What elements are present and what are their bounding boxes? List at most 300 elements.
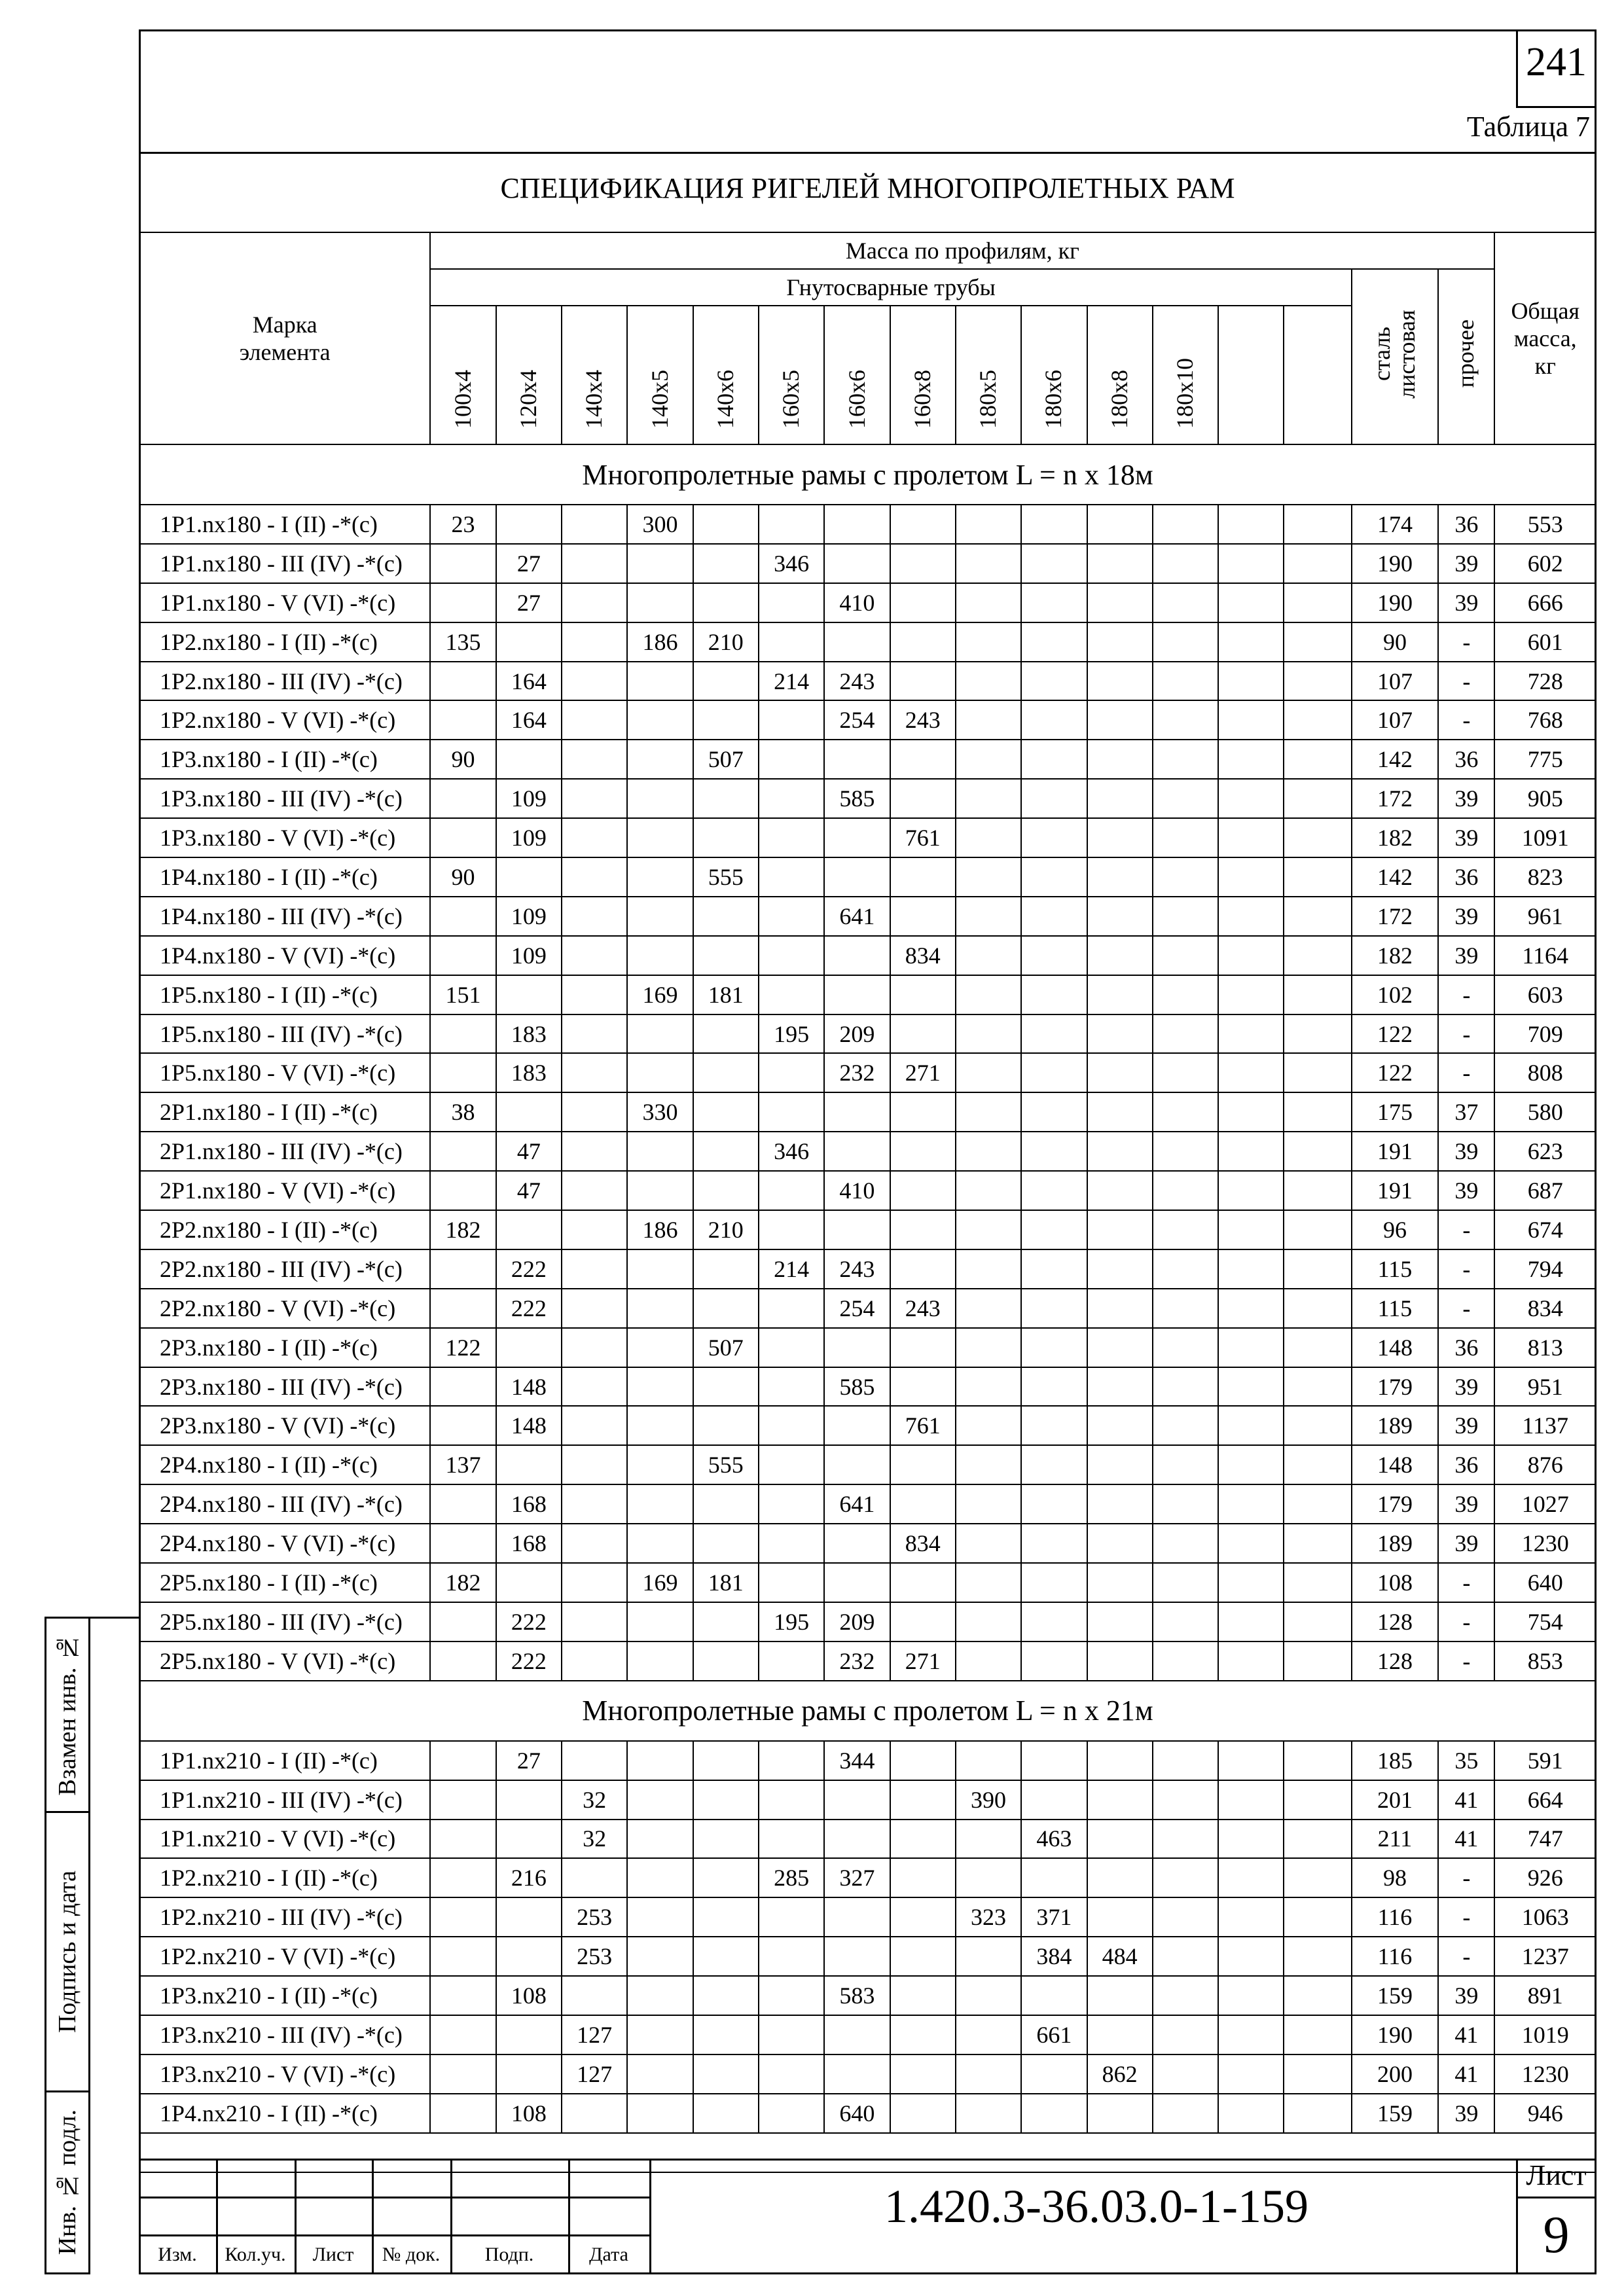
profile-mass-cell — [1087, 1210, 1153, 1249]
profile-mass-cell: 183 — [496, 1014, 562, 1054]
profile-mass-cell: 135 — [430, 622, 496, 662]
other-mass-cell: - — [1438, 662, 1494, 701]
profile-mass-cell — [1284, 662, 1351, 701]
profile-mass-cell — [1218, 1820, 1284, 1859]
profile-mass-cell — [1021, 662, 1087, 701]
profile-mass-cell — [824, 1210, 890, 1249]
profile-mass-cell — [693, 1484, 759, 1524]
profile-mass-cell: 484 — [1087, 1937, 1153, 1976]
profile-mass-cell — [1021, 1092, 1087, 1132]
profile-mass-cell — [1087, 1406, 1153, 1445]
profile-mass-cell — [693, 1524, 759, 1563]
other-mass-cell: - — [1438, 1602, 1494, 1641]
profile-mass-cell — [1218, 700, 1284, 740]
profile-mass-cell: 32 — [562, 1780, 627, 1820]
profile-mass-cell — [693, 1014, 759, 1054]
profile-mass-cell — [759, 1524, 824, 1563]
page-number: 241 — [1526, 40, 1587, 84]
profile-mass-cell — [1021, 622, 1087, 662]
table-row — [139, 1053, 1596, 1092]
sheet-mass-cell: 191 — [1352, 1171, 1438, 1210]
profile-mass-cell — [562, 1406, 627, 1445]
profile-mass-cell — [693, 1053, 759, 1092]
element-mark: 2Р4.nх180 - I (II) -*(с) — [139, 1445, 430, 1484]
profile-mass-cell: 222 — [496, 1602, 562, 1641]
profile-mass-cell — [496, 1780, 562, 1820]
profile-mass-cell — [430, 1820, 496, 1859]
profile-mass-cell: 182 — [430, 1210, 496, 1249]
profile-mass-cell — [693, 1820, 759, 1859]
blank-cell — [496, 2133, 562, 2172]
profile-mass-cell — [1087, 936, 1153, 975]
profile-mass-cell: 47 — [496, 1171, 562, 1210]
total-mass-cell: 747 — [1494, 1820, 1596, 1859]
profile-mass-cell: 555 — [693, 857, 759, 897]
spec-table — [139, 232, 1597, 2173]
total-mass-cell: 951 — [1494, 1367, 1596, 1407]
profile-mass-cell — [1087, 1976, 1153, 2015]
profile-mass-cell — [693, 2094, 759, 2133]
profile-mass-cell — [1021, 1053, 1087, 1092]
other-mass-cell: 39 — [1438, 1484, 1494, 1524]
other-mass-cell: - — [1438, 622, 1494, 662]
profile-mass-cell — [1021, 700, 1087, 740]
profile-mass-cell — [956, 740, 1021, 779]
table-row — [139, 1289, 1596, 1328]
profile-mass-cell — [562, 1602, 627, 1641]
profile-mass-cell — [1218, 1249, 1284, 1289]
profile-mass-cell — [956, 1092, 1021, 1132]
profile-mass-cell: 108 — [496, 1976, 562, 2015]
profile-mass-cell — [1284, 1563, 1351, 1602]
table-row — [139, 1092, 1596, 1132]
sheet-mass-cell: 102 — [1352, 975, 1438, 1014]
profile-mass-cell — [759, 2094, 824, 2133]
profile-mass-cell — [627, 1406, 693, 1445]
other-mass-cell: 39 — [1438, 818, 1494, 857]
profile-mass-cell: 195 — [759, 1602, 824, 1641]
profile-mass-cell — [1087, 1171, 1153, 1210]
sheet-mass-cell: 108 — [1352, 1563, 1438, 1602]
profile-mass-cell: 47 — [496, 1132, 562, 1171]
profile-mass-cell — [890, 1328, 956, 1367]
sheet-steel-header: сталь листовая — [1352, 269, 1438, 444]
profile-mass-cell — [1153, 779, 1218, 818]
total-header: Общая масса, кг — [1494, 232, 1596, 444]
profile-mass-cell — [693, 1171, 759, 1210]
profile-mass-cell: 253 — [562, 1937, 627, 1976]
profile-mass-cell — [1284, 1210, 1351, 1249]
other-mass-cell: 39 — [1438, 1406, 1494, 1445]
element-mark: 2Р3.nх180 - I (II) -*(с) — [139, 1328, 430, 1367]
profile-mass-cell — [1021, 818, 1087, 857]
profile-mass-cell — [627, 1937, 693, 1976]
profile-mass-cell — [627, 1171, 693, 1210]
profile-mass-cell — [759, 1289, 824, 1328]
profile-mass-cell: 300 — [627, 505, 693, 544]
profile-mass-cell — [627, 1897, 693, 1937]
profile-mass-cell — [627, 936, 693, 975]
profile-mass-cell — [956, 700, 1021, 740]
sheet-mass-cell: 142 — [1352, 740, 1438, 779]
blank-cell — [890, 2133, 956, 2172]
element-mark: 1Р4.nх180 - I (II) -*(с) — [139, 857, 430, 897]
profile-mass-cell — [430, 1524, 496, 1563]
table-row — [139, 975, 1596, 1014]
profile-mass-cell — [1284, 1445, 1351, 1484]
profile-mass-cell — [1218, 2094, 1284, 2133]
other-mass-cell: - — [1438, 1858, 1494, 1897]
profile-mass-cell — [1153, 622, 1218, 662]
profile-mass-cell — [627, 740, 693, 779]
profile-mass-cell — [1153, 1249, 1218, 1289]
profile-mass-cell — [627, 857, 693, 897]
table-row — [139, 857, 1596, 897]
profile-mass-cell — [824, 505, 890, 544]
profile-mass-cell — [496, 505, 562, 544]
sheet-mass-cell: 191 — [1352, 1132, 1438, 1171]
profile-mass-cell — [956, 1367, 1021, 1407]
profile-mass-cell — [430, 544, 496, 583]
sheet-mass-cell: 172 — [1352, 779, 1438, 818]
profile-mass-cell — [627, 2054, 693, 2094]
profile-mass-cell — [1087, 583, 1153, 622]
profile-mass-cell — [1087, 818, 1153, 857]
profile-mass-cell — [430, 1289, 496, 1328]
profile-mass-cell: 834 — [890, 1524, 956, 1563]
sheet-mass-cell: 90 — [1352, 622, 1438, 662]
other-mass-cell: 36 — [1438, 857, 1494, 897]
profile-mass-cell — [824, 1092, 890, 1132]
profile-mass-cell — [1153, 544, 1218, 583]
total-mass-cell: 813 — [1494, 1328, 1596, 1367]
profile-mass-cell — [956, 1014, 1021, 1054]
profile-mass-cell — [1218, 583, 1284, 622]
profile-mass-cell — [759, 818, 824, 857]
profile-mass-cell — [956, 857, 1021, 897]
sheet-mass-cell: 189 — [1352, 1406, 1438, 1445]
profile-mass-cell — [1087, 700, 1153, 740]
profile-mass-cell — [496, 622, 562, 662]
profile-mass-cell — [890, 975, 956, 1014]
profile-mass-cell — [1087, 975, 1153, 1014]
profile-mass-cell — [1087, 1328, 1153, 1367]
profile-mass-cell: 371 — [1021, 1897, 1087, 1937]
profile-mass-cell — [1021, 583, 1087, 622]
profile-mass-cell — [890, 1484, 956, 1524]
profile-mass-cell: 641 — [824, 1484, 890, 1524]
profile-mass-cell — [496, 1937, 562, 1976]
total-mass-cell: 1164 — [1494, 936, 1596, 975]
total-mass-cell: 603 — [1494, 975, 1596, 1014]
table-label: Таблица 7 — [1466, 111, 1590, 143]
profile-mass-cell — [693, 583, 759, 622]
profile-mass-cell — [824, 818, 890, 857]
profile-label: 100x4 — [449, 370, 476, 429]
profile-mass-cell — [430, 1249, 496, 1289]
profile-header-5 — [759, 306, 824, 444]
profile-mass-cell — [496, 1445, 562, 1484]
blank-cell — [693, 2133, 759, 2172]
profile-mass-cell — [1087, 1858, 1153, 1897]
profile-mass-cell: 164 — [496, 662, 562, 701]
profile-mass-cell — [496, 975, 562, 1014]
profile-mass-cell — [1284, 740, 1351, 779]
other-mass-cell: 39 — [1438, 583, 1494, 622]
profile-mass-cell — [1153, 818, 1218, 857]
profile-mass-cell — [956, 779, 1021, 818]
profile-mass-cell — [562, 2094, 627, 2133]
profile-mass-cell — [496, 1820, 562, 1859]
profile-mass-cell — [759, 1641, 824, 1681]
profile-mass-cell — [1021, 1445, 1087, 1484]
profile-label: 140x5 — [646, 370, 673, 429]
profile-mass-cell — [759, 1897, 824, 1937]
sheet-mass-cell: 148 — [1352, 1445, 1438, 1484]
profile-mass-cell — [1284, 1937, 1351, 1976]
profile-mass-cell — [890, 1445, 956, 1484]
profile-mass-cell — [956, 1289, 1021, 1328]
section-header-row — [139, 1681, 1596, 1741]
profile-mass-cell: 90 — [430, 857, 496, 897]
profile-mass-cell — [430, 1858, 496, 1897]
profile-mass-cell — [890, 505, 956, 544]
profile-mass-cell — [956, 583, 1021, 622]
other-mass-cell: 36 — [1438, 740, 1494, 779]
table-row — [139, 1524, 1596, 1563]
profile-mass-cell — [562, 544, 627, 583]
profile-mass-cell — [430, 1406, 496, 1445]
profile-mass-cell — [496, 1897, 562, 1937]
profile-mass-cell: 271 — [890, 1053, 956, 1092]
profile-mass-cell — [1021, 857, 1087, 897]
profile-mass-cell: 285 — [759, 1858, 824, 1897]
sheet-mass-cell: 159 — [1352, 2094, 1438, 2133]
profile-mass-cell — [1021, 1132, 1087, 1171]
profile-mass-cell — [1284, 583, 1351, 622]
profile-mass-cell — [1087, 622, 1153, 662]
total-mass-cell: 666 — [1494, 583, 1596, 622]
profile-mass-cell — [1153, 2094, 1218, 2133]
profile-mass-cell: 327 — [824, 1858, 890, 1897]
blank-cell — [1021, 2133, 1087, 2172]
profile-mass-cell — [627, 1602, 693, 1641]
profile-mass-cell: 122 — [430, 1328, 496, 1367]
profile-mass-cell — [759, 2015, 824, 2054]
other-mass-cell: 36 — [1438, 1445, 1494, 1484]
total-mass-cell: 553 — [1494, 505, 1596, 544]
profile-mass-cell — [627, 1741, 693, 1780]
profile-mass-cell — [1218, 1014, 1284, 1054]
other-header: прочее — [1438, 269, 1494, 444]
profile-mass-cell: 463 — [1021, 1820, 1087, 1859]
profile-mass-cell — [824, 740, 890, 779]
profile-mass-cell: 344 — [824, 1741, 890, 1780]
profile-mass-cell — [956, 1132, 1021, 1171]
profile-mass-cell — [430, 897, 496, 936]
profile-mass-cell — [627, 583, 693, 622]
sheet-mass-cell: 115 — [1352, 1289, 1438, 1328]
profile-mass-cell — [1087, 1897, 1153, 1937]
profile-mass-cell — [1153, 857, 1218, 897]
profile-mass-cell — [1284, 897, 1351, 936]
profile-mass-cell — [824, 622, 890, 662]
profile-mass-cell — [1153, 1053, 1218, 1092]
profile-mass-cell: 346 — [759, 544, 824, 583]
profile-mass-cell — [759, 1328, 824, 1367]
profile-mass-cell: 761 — [890, 818, 956, 857]
profile-mass-cell — [1153, 1641, 1218, 1681]
profile-mass-cell — [627, 1249, 693, 1289]
profile-label: 120x4 — [514, 370, 541, 429]
profile-label: 180x6 — [1040, 370, 1067, 429]
profile-mass-cell — [627, 1445, 693, 1484]
profile-mass-cell — [759, 1484, 824, 1524]
table-row — [139, 1937, 1596, 1976]
profile-mass-cell — [1284, 1484, 1351, 1524]
sheet-mass-cell: 179 — [1352, 1367, 1438, 1407]
profile-mass-cell — [1021, 1171, 1087, 1210]
total-mass-cell: 1091 — [1494, 818, 1596, 857]
profile-mass-cell — [1153, 975, 1218, 1014]
profile-mass-cell — [430, 2054, 496, 2094]
profile-mass-cell — [759, 1780, 824, 1820]
profile-mass-cell — [430, 779, 496, 818]
profile-mass-cell: 330 — [627, 1092, 693, 1132]
profile-mass-cell — [1218, 505, 1284, 544]
profile-mass-cell — [1153, 662, 1218, 701]
profile-mass-cell — [1218, 818, 1284, 857]
sheet-mass-cell: 128 — [1352, 1641, 1438, 1681]
profile-mass-cell — [562, 740, 627, 779]
element-mark: 1Р3.nх180 - III (IV) -*(с) — [139, 779, 430, 818]
profile-mass-cell — [627, 1053, 693, 1092]
profile-mass-cell — [562, 1367, 627, 1407]
profile-mass-cell — [1218, 740, 1284, 779]
other-mass-cell: 35 — [1438, 1741, 1494, 1780]
total-mass-cell: 891 — [1494, 1976, 1596, 2015]
profile-mass-cell — [824, 1406, 890, 1445]
total-mass-cell: 728 — [1494, 662, 1596, 701]
other-mass-cell: 39 — [1438, 897, 1494, 936]
stamp-label-date: Дата — [589, 2244, 628, 2265]
profile-mass-cell — [1153, 1328, 1218, 1367]
profile-mass-cell — [496, 1092, 562, 1132]
profile-mass-cell — [890, 544, 956, 583]
profile-mass-cell — [890, 897, 956, 936]
stamp-label-rev: Изм. — [158, 2244, 197, 2265]
profile-mass-cell: 390 — [956, 1780, 1021, 1820]
profile-mass-cell — [1153, 1289, 1218, 1328]
profile-label: 140x4 — [581, 370, 607, 429]
stamp-col-6 — [649, 2159, 651, 2274]
profile-mass-cell — [1021, 897, 1087, 936]
profile-mass-cell — [759, 1976, 824, 2015]
profile-mass-cell — [1021, 975, 1087, 1014]
profile-mass-cell — [1021, 544, 1087, 583]
profile-mass-cell — [1284, 975, 1351, 1014]
profile-mass-cell — [1218, 1053, 1284, 1092]
profile-mass-cell: 151 — [430, 975, 496, 1014]
other-mass-cell: 36 — [1438, 1328, 1494, 1367]
profile-mass-cell — [1284, 857, 1351, 897]
total-mass-cell: 687 — [1494, 1171, 1596, 1210]
mark-header-text: Марка элемента — [239, 312, 331, 365]
profile-mass-cell — [1218, 662, 1284, 701]
total-mass-cell: 640 — [1494, 1563, 1596, 1602]
profile-mass-cell — [430, 1171, 496, 1210]
profile-mass-cell — [956, 2054, 1021, 2094]
blank-cell — [1438, 2133, 1494, 2172]
table-row — [139, 662, 1596, 701]
profile-mass-cell — [759, 1171, 824, 1210]
profile-mass-cell — [956, 2094, 1021, 2133]
profile-mass-cell — [1218, 544, 1284, 583]
profile-mass-cell: 195 — [759, 1014, 824, 1054]
profile-mass-cell — [627, 1976, 693, 2015]
profile-mass-cell — [1284, 1367, 1351, 1407]
element-mark: 2Р2.nх180 - V (VI) -*(с) — [139, 1289, 430, 1328]
profile-mass-cell — [1218, 1289, 1284, 1328]
profile-mass-cell — [956, 1976, 1021, 2015]
total-mass-cell: 1027 — [1494, 1484, 1596, 1524]
other-mass-cell: - — [1438, 1937, 1494, 1976]
sheet-mass-cell: 189 — [1352, 1524, 1438, 1563]
other-mass-cell: - — [1438, 1641, 1494, 1681]
profile-mass-cell — [430, 818, 496, 857]
header-divider — [139, 152, 1597, 154]
profile-mass-cell — [1087, 2094, 1153, 2133]
profile-mass-cell — [956, 662, 1021, 701]
profile-mass-cell — [759, 1210, 824, 1249]
profile-mass-cell — [1218, 2054, 1284, 2094]
profile-mass-cell — [956, 975, 1021, 1014]
other-mass-cell: - — [1438, 1014, 1494, 1054]
profile-mass-cell — [1218, 1524, 1284, 1563]
profile-mass-cell — [1087, 1641, 1153, 1681]
profile-mass-cell — [1284, 1014, 1351, 1054]
profile-mass-cell — [1021, 1741, 1087, 1780]
profile-mass-cell — [890, 622, 956, 662]
profile-mass-cell — [1218, 936, 1284, 975]
element-mark: 1Р3.nх180 - I (II) -*(с) — [139, 740, 430, 779]
stamp-label-doc: № док. — [382, 2244, 441, 2265]
total-mass-cell: 674 — [1494, 1210, 1596, 1249]
element-mark: 1Р2.nх210 - V (VI) -*(с) — [139, 1937, 430, 1976]
profile-label: 160x8 — [909, 370, 935, 429]
profile-mass-cell — [1153, 1563, 1218, 1602]
profile-mass-cell — [1153, 2015, 1218, 2054]
profile-mass-cell — [1153, 1210, 1218, 1249]
total-mass-cell: 580 — [1494, 1092, 1596, 1132]
profile-mass-cell — [824, 1897, 890, 1937]
profile-header-11 — [1153, 306, 1218, 444]
profile-mass-cell — [824, 1445, 890, 1484]
profile-mass-cell — [759, 1741, 824, 1780]
profile-mass-cell — [430, 1367, 496, 1407]
profile-mass-cell — [1021, 936, 1087, 975]
sheet-mass-cell: 148 — [1352, 1328, 1438, 1367]
profile-mass-cell: 323 — [956, 1897, 1021, 1937]
blank-cell — [1087, 2133, 1153, 2172]
profile-mass-cell — [1218, 1132, 1284, 1171]
profile-mass-cell — [824, 1524, 890, 1563]
profile-mass-cell — [1087, 779, 1153, 818]
sheet-mass-cell: 172 — [1352, 897, 1438, 936]
other-mass-cell: - — [1438, 1053, 1494, 1092]
profile-mass-cell — [759, 1053, 824, 1092]
profile-mass-cell: 254 — [824, 1289, 890, 1328]
